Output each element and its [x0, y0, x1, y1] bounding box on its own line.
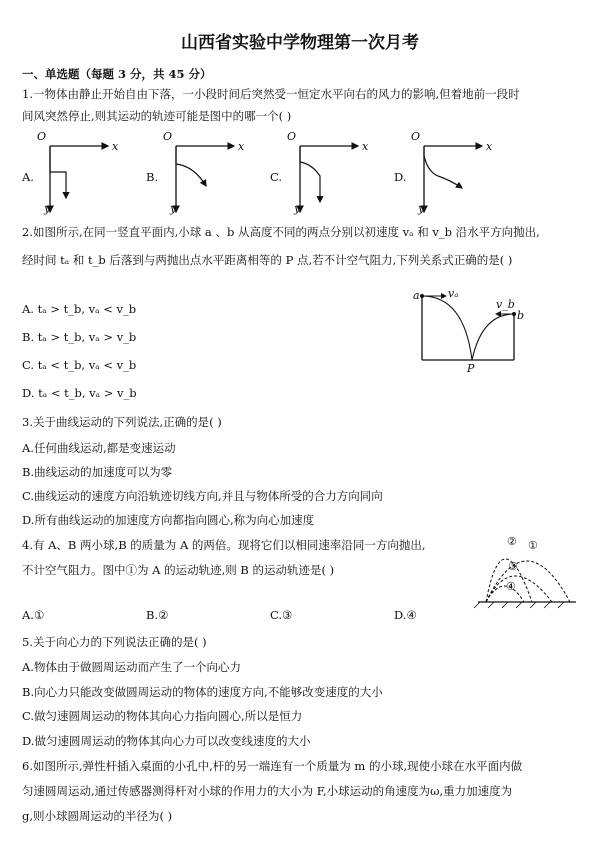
q3-option-d: D.所有曲线运动的加速度方向都指向圆心,称为向心加速度 [22, 513, 315, 527]
q2-fig-label-vb: v_b [496, 298, 515, 311]
q4-fig-label-4: ④ [506, 580, 516, 593]
q5-option-b: B.向心力只能改变做圆周运动的物体的速度方向,不能够改变速度的大小 [22, 685, 383, 699]
q1-option-a: A. [22, 170, 34, 184]
q4-stem-line1: 4.有 A、B 两小球,B 的质量为 A 的两倍。现将它们以相同速率沿同一方向抛出, [22, 538, 426, 552]
q1-a-x: x [112, 140, 119, 153]
q2-stem-line1: 2.如图所示,在同一竖直平面内,小球 a 、b 从高度不同的两点分别以初速度 vₐ 和 v_b 沿水平方向抛出, [22, 225, 540, 239]
q6-stem-line3: g,则小球圆周运动的半径为( ) [22, 809, 173, 823]
q4-fig-label-2: ② [507, 535, 517, 548]
q2-option-c: C. tₐ < t_b, vₐ < v_b [22, 358, 137, 372]
q2-fig-label-va: vₐ [448, 287, 459, 300]
q1-option-d: D. [394, 170, 407, 184]
q5-option-a: A.物体由于做圆周运动而产生了一个向心力 [22, 660, 241, 674]
q5-option-d: D.做匀速圆周运动的物体其向心力可以改变线速度的大小 [22, 734, 311, 748]
q4-stem-line2: 不计空气阻力。图中①为 A 的运动轨迹,则 B 的运动轨迹是( ) [22, 563, 335, 577]
q4-option-b: B.② [146, 608, 169, 622]
q6-stem-line1: 6.如图所示,弹性杆插入桌面的小孔中,杆的另一端连有一个质量为 m 的小球,现使小球在水平面内做 [22, 759, 523, 773]
q4-fig-label-3: ③ [508, 560, 518, 573]
q3-option-b: B.曲线运动的加速度可以为零 [22, 465, 173, 479]
q1-a-y: y [44, 202, 51, 215]
q1-stem-line2: 间风突然停止,则其运动的轨迹可能是图中的哪一个( ) [22, 109, 292, 123]
q1-c-y: y [294, 202, 301, 215]
q1-c-origin: O [287, 130, 297, 143]
q3-option-c: C.曲线运动的速度方向沿轨迹切线方向,并且与物体所受的合力方向同向 [22, 489, 383, 503]
q1-d-x: x [486, 140, 493, 153]
q2-option-d: D. tₐ < t_b, vₐ > v_b [22, 386, 137, 400]
q1-d-y: y [418, 202, 425, 215]
section-heading: 一、单选题（每题 3 分，共 45 分） [22, 67, 212, 81]
q1-b-y: y [170, 202, 177, 215]
q1-b-x: x [238, 140, 245, 153]
q1-option-c: C. [270, 170, 283, 184]
q1-option-b: B. [146, 170, 159, 184]
q2-fig-label-a: a [413, 289, 420, 302]
q4-option-c: C.③ [270, 608, 293, 622]
q1-a-origin: O [37, 130, 47, 143]
q5-stem: 5.关于向心力的下列说法正确的是( ) [22, 635, 207, 649]
q3-stem: 3.关于曲线运动的下列说法,正确的是( ) [22, 415, 222, 429]
q2-fig-label-b: b [517, 309, 525, 322]
q4-figure [472, 530, 582, 610]
q6-stem-line2: 匀速圆周运动,通过传感器测得杆对小球的作用力的大小为 F,小球运动的角速度为ω,重力加速度为 [22, 784, 513, 798]
q2-option-b: B. tₐ > t_b, vₐ > v_b [22, 330, 137, 344]
page-title: 山西省实验中学物理第一次月考 [181, 33, 419, 53]
q1-c-x: x [362, 140, 369, 153]
q1-d-origin: O [411, 130, 421, 143]
q2-fig-label-p: P [467, 362, 475, 375]
q4-fig-label-1: ① [528, 539, 538, 552]
q1-stem-line1: 1.一物体由静止开始自由下落，一小段时间后突然受一恒定水平向右的风力的影响,但着地前一段时 [22, 87, 520, 101]
q4-option-a: A.① [22, 608, 45, 622]
q1-b-origin: O [163, 130, 173, 143]
q2-option-a: A. tₐ > t_b, vₐ < v_b [22, 302, 137, 316]
q3-option-a: A.任何曲线运动,都是变速运动 [22, 441, 176, 455]
q5-option-c: C.做匀速圆周运动的物体其向心力指向圆心,所以是恒力 [22, 709, 303, 723]
q2-stem-line2: 经时间 tₐ 和 t_b 后落到与两抛出点水平距离相等的 P 点,若不计空气阻力,下列关系式正确的是( ) [22, 253, 513, 267]
q4-option-d: D.④ [394, 608, 417, 622]
